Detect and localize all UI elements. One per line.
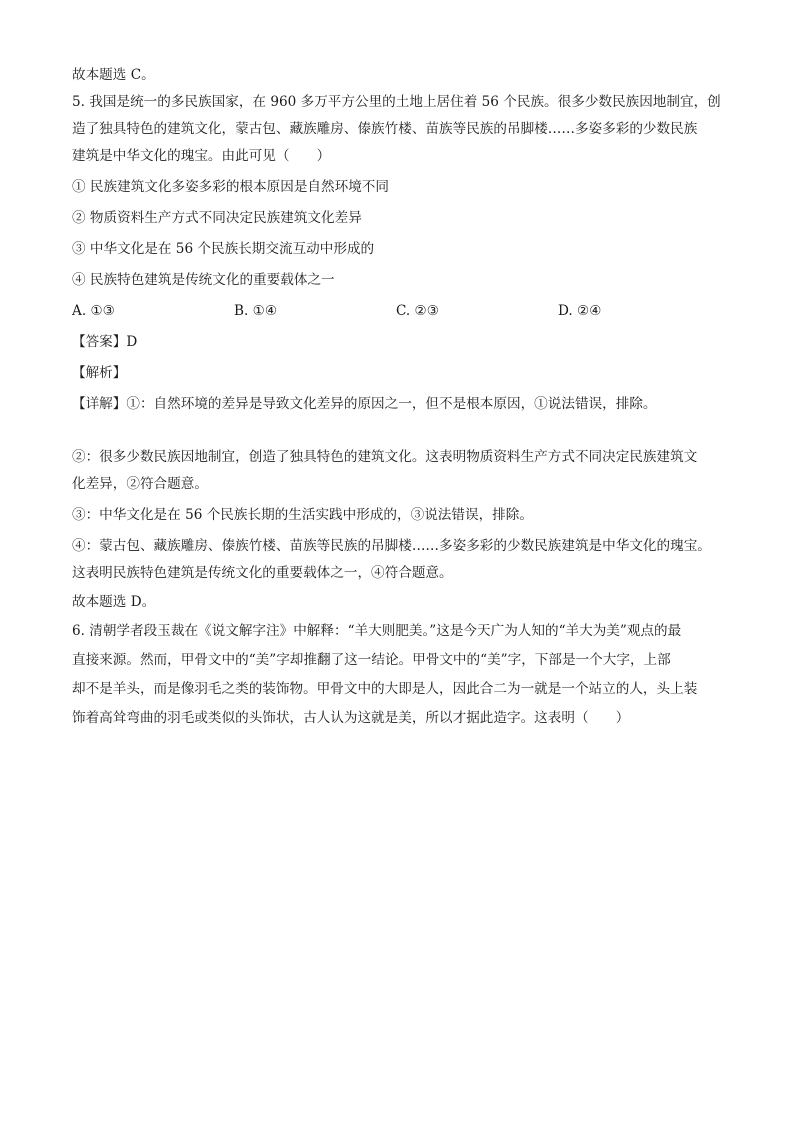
detail-statement-4-line: 这表明民族特色建筑是传统文化的重要载体之一，④符合题意。 [72,565,453,581]
question-5-conclusion: 故本题选 D。 [72,594,156,610]
option-a: A. ①③ [72,303,115,319]
question-5-stem-line: 5. 我国是统一的多民族国家，在 960 多万平方公里的土地上居住着 56 个民族。很多少数民族因地制宜，创 [72,94,721,110]
statement-1: ① 民族建筑文化多姿多彩的根本原因是自然环境不同 [72,179,389,195]
detail-statement-4-line: ④：蒙古包、藏族雕房、傣族竹楼、苗族等民族的吊脚楼……多姿多彩的少数民族建筑是中华文化的瑰宝。 [72,538,711,554]
option-b: B. ①④ [234,303,278,319]
question-5-stem [72,89,732,170]
question-6-stem [72,618,732,732]
statement-2: ② 物质资料生产方式不同决定民族建筑文化差异 [72,210,362,226]
question-5-statements [72,174,732,294]
statement-4: ④ 民族特色建筑是传统文化的重要载体之一 [72,272,335,288]
analysis-label: 【解析】 [72,365,127,381]
question-5-options [72,298,732,325]
question-5-stem-line: 建筑是中华文化的瑰宝。由此可见（ ） [72,148,331,164]
answer-label: 【答案】D [72,334,138,350]
detail-statement-1: 【详解】①：自然环境的差异是导致文化差异的原因之一，但不是根本原因，①说法错误，排除。 [72,396,657,412]
question-6-stem-line: 6. 清朝学者段玉裁在《说文解字注》中解释：“羊大则肥美。”这是今天广为人知的“羊大为美”观点的最 [72,623,682,639]
detail-statement-2-line: ②：很多少数民族因地制宜，创造了独具特色的建筑文化。这表明物质资料生产方式不同决定民族建筑文 [72,449,698,465]
detail-statement-2 [72,444,732,498]
question-5-stem-line: 造了独具特色的建筑文化，蒙古包、藏族雕房、傣族竹楼、苗族等民族的吊脚楼……多姿多彩的少数民族 [72,121,698,137]
detail-statement-2-line: 化差异，②符合题意。 [72,476,208,492]
detail-statement-4 [72,533,732,587]
statement-3: ③ 中华文化是在 56 个民族长期交流互动中形成的 [72,241,375,257]
prev-question-conclusion: 故本题选 C。 [72,67,155,83]
option-d: D. ②④ [558,303,602,319]
option-c: C. ②③ [396,303,439,319]
question-6-stem-line: 却不是羊头，而是像羽毛之类的装饰物。甲骨文中的大即是人，因此合二为一就是一个站立的人，头上装 [72,681,698,697]
question-6-stem-line: 直接来源。然而，甲骨文中的“美”字却推翻了这一结论。甲骨文中的“美”字，下部是一个大字，上部 [72,652,671,668]
document-content [72,62,732,732]
detail-statement-3: ③：中华文化是在 56 个民族长期的生活实践中形成的，③说法错误，排除。 [72,507,533,523]
question-6-stem-line: 饰着高耸弯曲的羽毛或类似的头饰状，古人认为这就是美，所以才据此造字。这表明（ ） [72,710,630,726]
